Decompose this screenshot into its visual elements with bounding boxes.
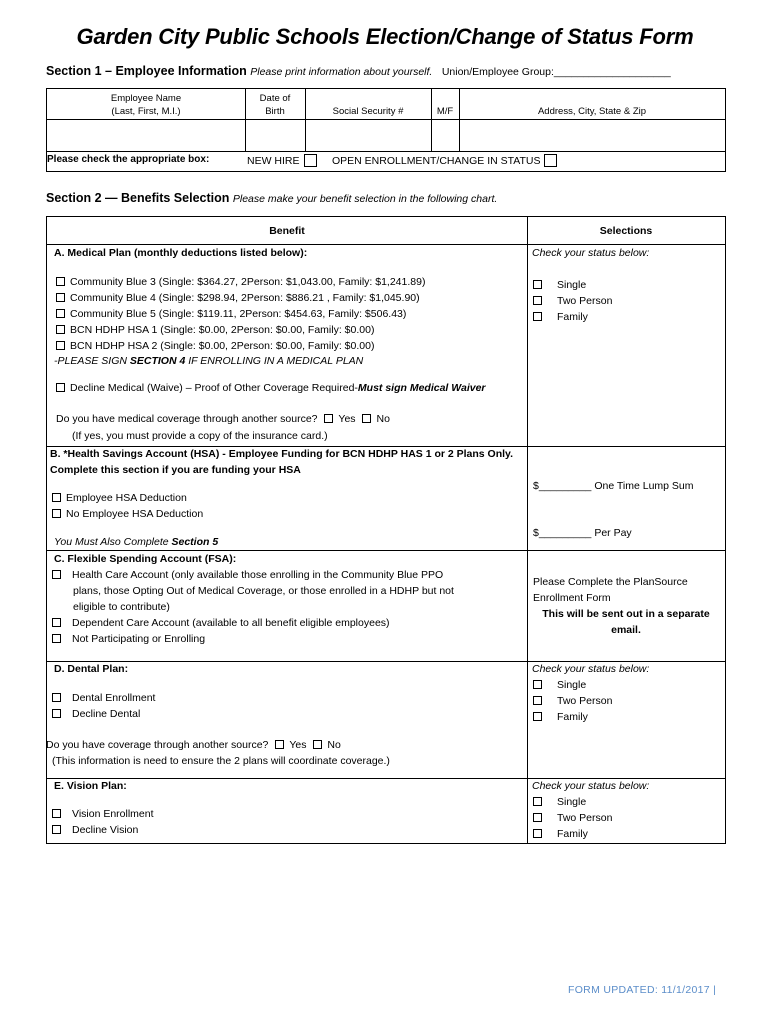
checkbox-icon[interactable]: [56, 325, 65, 334]
plan-bcn-hdhp-1[interactable]: BCN HDHP HSA 1 (Single: $0.00, 2Person: $0.00, Family: $0.00): [56, 323, 374, 337]
vision-status-two-person[interactable]: Two Person: [533, 811, 612, 825]
checkbox-icon[interactable]: [52, 570, 61, 579]
fsa-plansource-note: Please Complete the PlanSource: [533, 576, 688, 588]
vision-title: E. Vision Plan:: [54, 780, 127, 792]
employee-info-table: [46, 88, 726, 172]
medical-status-single[interactable]: Single: [533, 278, 586, 292]
yes-checkbox[interactable]: [275, 740, 284, 749]
form-updated-footer: FORM UPDATED: 11/1/2017 |: [568, 984, 717, 996]
hsa-title: B. *Health Savings Account (HSA) - Employee Funding for BCN HDHP HAS 1 or 2 Plans Only.: [50, 448, 514, 460]
yes-checkbox[interactable]: [324, 414, 333, 423]
col-selections: Selections: [599, 225, 653, 237]
checkbox-icon[interactable]: [52, 693, 61, 702]
section1-instruction: Please print information about yourself.: [250, 66, 433, 78]
medical-status-two-person[interactable]: Two Person: [533, 294, 612, 308]
fsa-title: C. Flexible Spending Account (FSA):: [54, 553, 237, 565]
checkbox-icon[interactable]: [533, 712, 542, 721]
fsa-health-care-option[interactable]: Health Care Account (only available those enrolling in the Community Blue PPO: [52, 568, 443, 582]
section1-title: Section 1 – Employee Information: [46, 64, 247, 78]
fsa-enrollment-form-note: Enrollment Form: [533, 592, 611, 604]
vision-decline-option[interactable]: Decline Vision: [52, 823, 138, 837]
union-group-field[interactable]: Union/Employee Group:____________________: [441, 66, 671, 78]
checkbox-icon[interactable]: [56, 293, 65, 302]
plan-community-blue-3[interactable]: Community Blue 3 (Single: $364.27, 2Person: $1,043.00, Family: $1,241.89): [56, 275, 425, 289]
checkbox-icon[interactable]: [533, 312, 542, 321]
section2-heading: [46, 191, 497, 205]
address-input[interactable]: [460, 120, 725, 151]
checkbox-icon[interactable]: [533, 797, 542, 806]
hsa-per-pay-field[interactable]: $_________ Per Pay: [533, 527, 632, 539]
vision-status-prompt: Check your status below:: [532, 780, 650, 792]
dental-other-coverage-question: Do you have coverage through another source? Yes No: [46, 739, 341, 751]
section1-heading: [46, 64, 671, 78]
fsa-not-participating-option[interactable]: Not Participating or Enrolling: [52, 632, 205, 646]
medical-status-family[interactable]: Family: [533, 310, 588, 324]
checkbox-icon[interactable]: [52, 825, 61, 834]
hsa-no-deduction-option[interactable]: No Employee HSA Deduction: [52, 507, 203, 521]
fsa-dependent-care-option[interactable]: Dependent Care Account (available to all benefit eligible employees): [52, 616, 390, 630]
section2-title: Section 2 — Benefits Selection: [46, 191, 230, 205]
hsa-subtitle: Complete this section if you are funding your HSA: [50, 464, 301, 476]
fsa-email-note-2: email.: [611, 624, 641, 636]
col-address: Address, City, State & Zip: [537, 106, 647, 117]
checkbox-icon[interactable]: [533, 696, 542, 705]
col-benefit: Benefit: [269, 225, 305, 237]
checkbox-icon[interactable]: [533, 296, 542, 305]
sign-section4-note: -PLEASE SIGN SECTION 4 IF ENROLLING IN A MEDICAL PLAN: [54, 355, 364, 367]
checkbox-icon[interactable]: [52, 509, 61, 518]
no-checkbox[interactable]: [362, 414, 371, 423]
vision-enrollment-option[interactable]: Vision Enrollment: [52, 807, 154, 821]
form-title: Garden City Public Schools Election/Change of Status Form: [76, 24, 694, 49]
checkbox-icon[interactable]: [533, 680, 542, 689]
new-hire-checkbox[interactable]: [304, 154, 317, 167]
dental-coordination-note: (This information is need to ensure the 2 plans will coordinate coverage.): [52, 755, 390, 767]
decline-medical-option[interactable]: Decline Medical (Waive) – Proof of Other Coverage Required-Must sign Medical Waiver: [56, 381, 486, 395]
dental-status-two-person[interactable]: Two Person: [533, 694, 612, 708]
medical-status-prompt: Check your status below:: [532, 247, 650, 259]
checkbox-icon[interactable]: [56, 383, 65, 392]
fsa-health-care-line2: plans, those Opting Out of Medical Coverage, or those enrolled in a HDHP but not: [73, 585, 454, 597]
col-date-of-birth: Date of Birth: [259, 93, 291, 117]
checkbox-icon[interactable]: [56, 277, 65, 286]
dental-title: D. Dental Plan:: [54, 663, 129, 675]
checkbox-icon[interactable]: [52, 634, 61, 643]
hsa-section5-note: You Must Also Complete Section 5: [54, 536, 219, 548]
mf-input[interactable]: [432, 120, 459, 151]
hsa-lump-sum-field[interactable]: $_________ One Time Lump Sum: [533, 480, 694, 492]
hsa-deduction-option[interactable]: Employee HSA Deduction: [52, 491, 187, 505]
plan-bcn-hdhp-2[interactable]: BCN HDHP HSA 2 (Single: $0.00, 2Person: $0.00, Family: $0.00): [56, 339, 374, 353]
plan-community-blue-5[interactable]: Community Blue 5 (Single: $119.11, 2Person: $454.63, Family: $506.43): [56, 307, 406, 321]
no-checkbox[interactable]: [313, 740, 322, 749]
checkbox-icon[interactable]: [52, 809, 61, 818]
medical-insurance-card-note: (If yes, you must provide a copy of the insurance card.): [72, 430, 328, 442]
checkbox-icon[interactable]: [56, 309, 65, 318]
vision-status-family[interactable]: Family: [533, 827, 588, 841]
check-box-label: Please check the appropriate box:: [47, 154, 210, 165]
dob-input[interactable]: [246, 120, 305, 151]
open-enrollment-option[interactable]: OPEN ENROLLMENT/CHANGE IN STATUS: [332, 154, 557, 167]
checkbox-icon[interactable]: [56, 341, 65, 350]
medical-other-coverage-question: Do you have medical coverage through another source? Yes No: [56, 413, 390, 425]
dental-status-family[interactable]: Family: [533, 710, 588, 724]
checkbox-icon[interactable]: [52, 618, 61, 627]
open-enrollment-checkbox[interactable]: [544, 154, 557, 167]
dental-decline-option[interactable]: Decline Dental: [52, 707, 140, 721]
ssn-input[interactable]: [306, 120, 431, 151]
section2-instruction: Please make your benefit selection in the following chart.: [232, 193, 498, 205]
checkbox-icon[interactable]: [533, 813, 542, 822]
plan-community-blue-4[interactable]: Community Blue 4 (Single: $298.94, 2Person: $886.21 , Family: $1,045.90): [56, 291, 420, 305]
vision-status-single[interactable]: Single: [533, 795, 586, 809]
medical-title: A. Medical Plan (monthly deductions listed below):: [54, 247, 308, 259]
checkbox-icon[interactable]: [52, 709, 61, 718]
checkbox-icon[interactable]: [533, 280, 542, 289]
col-employee-name: Employee Name (Last, First, M.I.): [110, 93, 182, 117]
dental-enrollment-option[interactable]: Dental Enrollment: [52, 691, 155, 705]
employee-name-input[interactable]: [47, 120, 245, 151]
fsa-health-care-line3: eligible to contribute): [73, 601, 170, 613]
new-hire-option[interactable]: NEW HIRE: [247, 154, 317, 167]
dental-status-prompt: Check your status below:: [532, 663, 650, 675]
col-ssn: Social Security #: [332, 106, 404, 117]
checkbox-icon[interactable]: [52, 493, 61, 502]
fsa-email-note: This will be sent out in a separate: [542, 608, 710, 620]
col-mf: M/F: [436, 106, 454, 117]
checkbox-icon[interactable]: [533, 829, 542, 838]
dental-status-single[interactable]: Single: [533, 678, 586, 692]
